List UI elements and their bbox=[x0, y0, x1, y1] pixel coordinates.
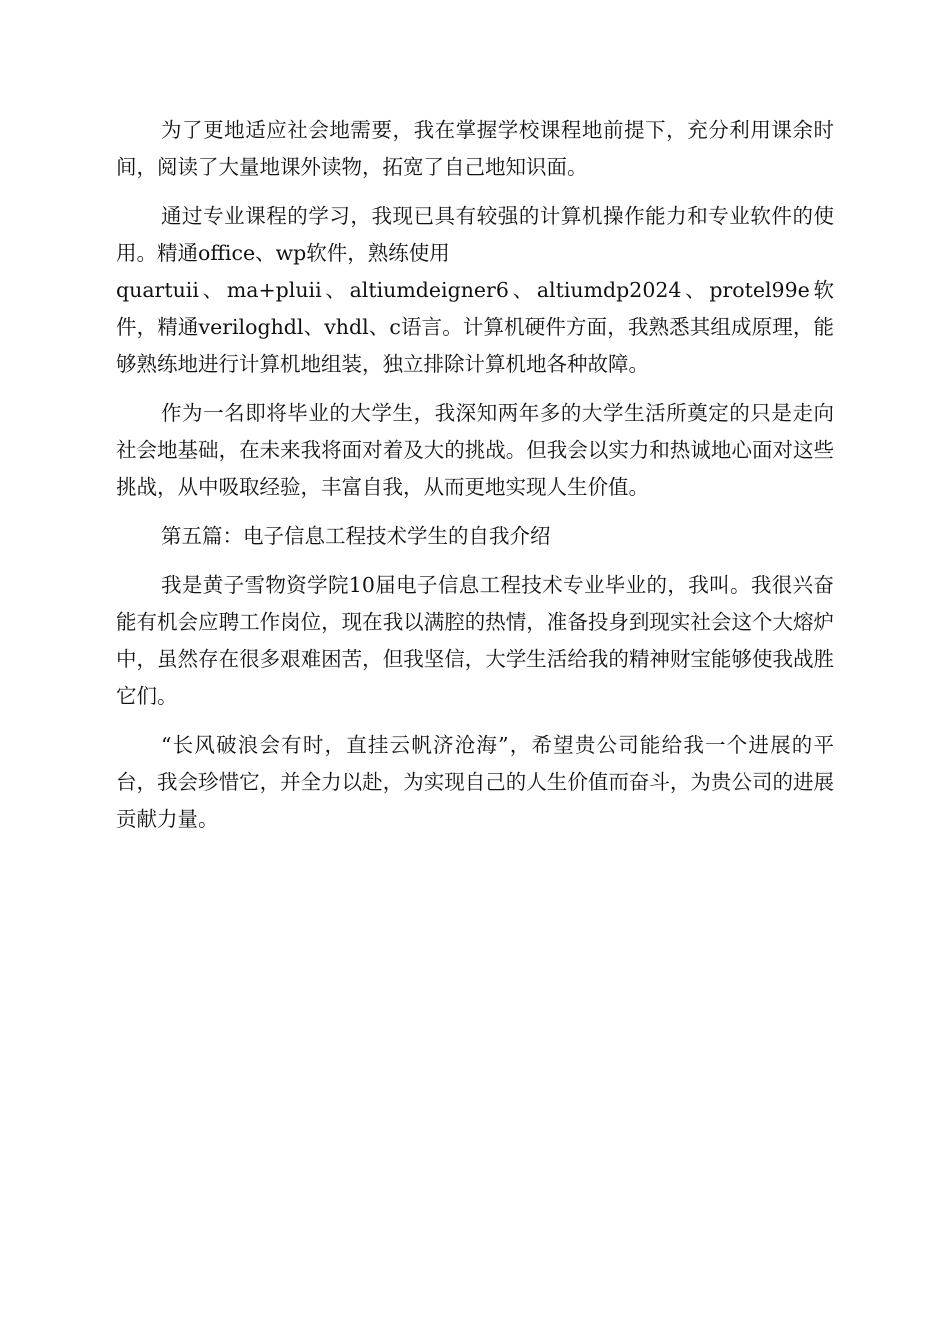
paragraph-self-introduction: 我是黄子雪物资学院10届电子信息工程技术专业毕业的，我叫。我很兴奋能有机会应聘工作岗位，现在我以满腔的热情，准备投身到现实社会这个大熔炉中，虽然存在很多艰难困苦，但我坚信，大学生活给我的精神财宝能够使我战胜它们。 bbox=[116, 573, 834, 708]
paragraph-professional-skills bbox=[116, 198, 834, 383]
paragraph-extracurricular-reading: 为了更地适应社会地需要，我在掌握学校课程地前提下，充分利用课余时间，阅读了大量地课外读物，拓宽了自己地知识面。 bbox=[116, 118, 834, 179]
paragraph-closing-quote: “长风破浪会有时，直挂云帆济沧海”，希望贵公司能给我一个进展的平台，我会珍惜它，并全力以赴，为实现自己的人生价值而奋斗，为贵公司的进展贡献力量。 bbox=[116, 733, 834, 831]
section-heading: 第五篇：电子信息工程技术学生的自我介绍 bbox=[161, 524, 551, 548]
paragraph-professional-skills-line2: quartuii、ma+pluii、altiumdeigner6、altiumdp2024、protel99e软件，精通veriloghdl、vhdl、c语言。计算机硬件方面，我熟悉其组成原理，能够熟练地进行计算机地组装，独立排除计算机地各种故障。 bbox=[116, 278, 834, 376]
paragraph-professional-skills-line1: 通过专业课程的学习，我现已具有较强的计算机操作能力和专业软件的使用。精通office、wp软件，熟练使用 bbox=[116, 204, 834, 265]
paragraph-graduate-outlook: 作为一名即将毕业的大学生，我深知两年多的大学生活所奠定的只是走向社会地基础，在未来我将面对着及大的挑战。但我会以实力和热诚地心面对这些挑战，从中吸取经验，丰富自我，从而更地实现人生价值。 bbox=[116, 401, 834, 499]
document-body bbox=[116, 112, 834, 850]
